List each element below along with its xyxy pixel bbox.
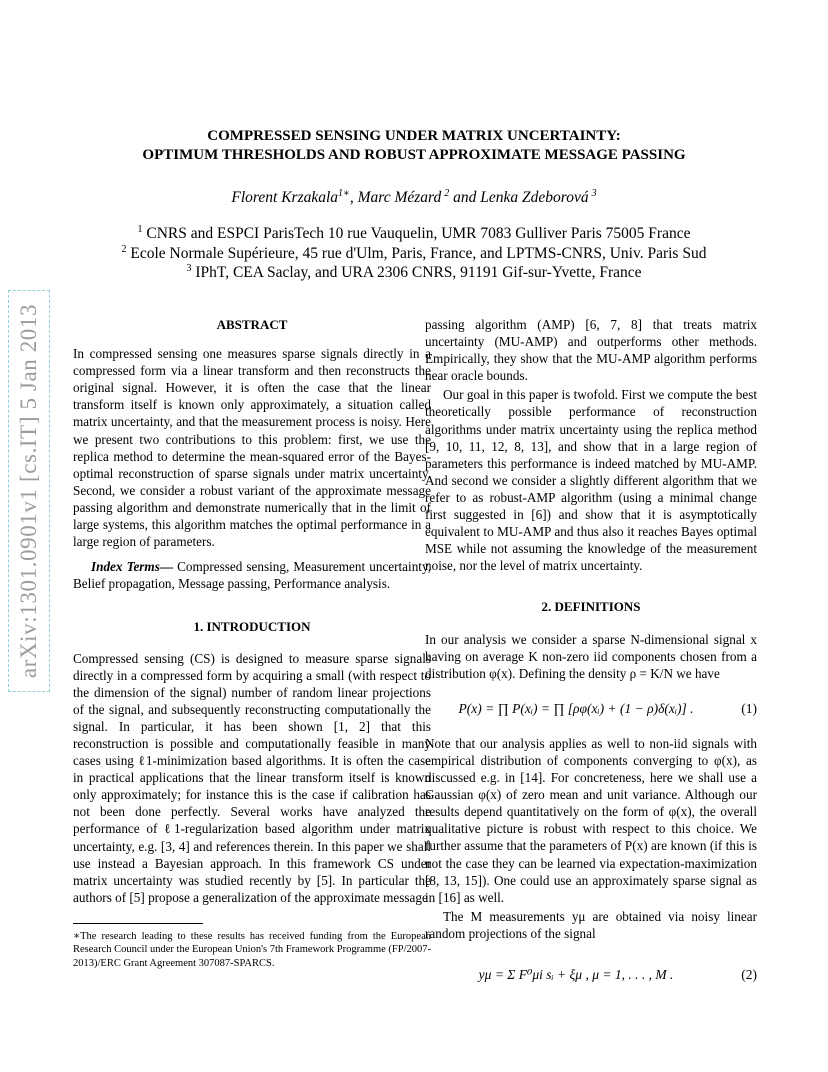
affiliation-2 [60, 244, 768, 264]
affiliation-3 [60, 263, 768, 283]
index-terms [73, 558, 431, 592]
index-terms-text: Compressed sensing, Measurement uncertainty, Belief propagation, Message passing, Performance analysis. [73, 559, 431, 592]
definitions-heading: 2. DEFINITIONS [541, 599, 641, 615]
author-3: Lenka Zdeborová [480, 189, 589, 206]
affiliation-1-mark: 1 [137, 223, 143, 235]
affiliation-2-text: Ecole Normale Supérieure, 45 rue d'Ulm, Paris, France, and LPTMS-CNRS, Univ. Paris Sud [126, 244, 707, 262]
intro-paragraph-2: Our goal in this paper is twofold. First we compute the best theoretically possible performance of reconstruction algorithms under matrix uncertainty using the replica method [9, 10, 11, 12, 8, 13], and show that in a large region of parameters this performance is indeed matched by MU-AMP. And second we consider a slightly different algorithm that we refer to as robust-AMP algorithm (using a minimal change first suggested in [6]) and show that it is asymptotically equivalent to MU-AMP and thus also it reaches Bayes optimal MSE while not assuming the knowledge of the measurement noise, nor the level of matrix uncertainty. [425, 387, 757, 574]
equation-1-expr: P(x) = ∏ P(xᵢ) = ∏ [ρφ(xᵢ) + (1 − ρ)δ(xᵢ)] . [458, 700, 694, 716]
affiliation-3-text: IPhT, CEA Saclay, and URA 2306 CNRS, 91191 Gif-sur-Yvette, France [191, 264, 642, 281]
affiliation-2-mark: 2 [121, 243, 127, 255]
intro-paragraph-1-continued: passing algorithm (AMP) [6, 7, 8] that treats matrix uncertainty (MU-AMP) and outperforms other methods. Empirically, they show that the MU-AMP algorithm performs near oracle bounds. [425, 317, 757, 384]
author-3-mark: 3 [591, 187, 597, 199]
footnote-rule [73, 923, 203, 924]
definitions-paragraph-1: In our analysis we consider a sparse N-dimensional signal x having on average K non-zero iid components chosen from a distribution φ(x). Defining the density ρ = K/N we have [425, 631, 757, 681]
author-2-mark: 2 [444, 187, 450, 199]
author-2: Marc Mézard [357, 189, 442, 206]
author-list [80, 188, 748, 208]
author-1-mark: 1∗ [338, 187, 350, 199]
title-line-2: OPTIMUM THRESHOLDS AND ROBUST APPROXIMATE MESSAGE PASSING [142, 147, 686, 163]
arxiv-stamp-text[interactable]: arXiv:1301.0901v1 [cs.IT] 5 Jan 2013 [16, 303, 41, 679]
equation-1-number: (1) [741, 700, 757, 716]
equation-2 [425, 966, 757, 983]
equation-1 [425, 700, 757, 717]
intro-heading: 1. INTRODUCTION [193, 619, 311, 635]
arxiv-stamp[interactable] [8, 290, 50, 692]
author-1: Florent Krzakala [231, 189, 339, 206]
paper-title [80, 127, 748, 165]
affiliation-1-text: CNRS and ESPCI ParisTech 10 rue Vauquelin, UMR 7083 Gulliver Paris 75005 France [142, 225, 691, 242]
right-column [425, 316, 757, 983]
definitions-paragraph-3: The M measurements yμ are obtained via noisy linear random projections of the signal [425, 908, 757, 941]
left-column [73, 316, 431, 970]
affiliations [60, 224, 768, 283]
abstract-heading: ABSTRACT [216, 317, 288, 332]
author-sep-2: and [449, 189, 481, 206]
affiliation-3-mark: 3 [186, 262, 192, 274]
intro-paragraph-1: Compressed sensing (CS) is designed to measure sparse signals directly in a compressed form by acquiring a small (with respect to the dimension of the signal) number of random linear projections of the signal, and subsequently reconstructing computationally the signal. In particular, it has been shown [1, 2] that this reconstruction is possible and computationally feasible in many cases using ℓ1-minimization based algorithms. It is often the case in practical applications that the linear transform itself is known only approximately; for instance this is the case if calibration has not been done perfectly. Several works have analyzed the performance of ℓ1-regularization based algorithm under matrix uncertainty, e.g. [3, 4] and references therein. In this paper we shall use instead a Bayesian approach. In this framework CS under matrix uncertainty was studied recently by [5]. In particular the authors of [5] propose a generalization of the approximate message [73, 650, 431, 905]
index-terms-label: Index Terms— [91, 559, 174, 575]
affiliation-1 [60, 224, 768, 244]
author-sep-1: , [349, 189, 358, 206]
definitions-paragraph-2: Note that our analysis applies as well to non-iid signals with empirical distribution of components converging to φ(x), as discussed e.g. in [14]. For concreteness, here we shall use a Gaussian φ(x) of zero mean and unit variance. Although our results depend quantitatively on the form of φ(x), the overall qualitative picture is robust with respect to this choice. We further assume that the parameters of P(x) are known (if this is not the case they can be learned via expectation-maximization [8, 13, 15]). One could use an approximately sparse signal as in [16] as well. [425, 735, 757, 905]
footnote: ∗The research leading to these results has received funding from the European Research Council under the European Union's 7th Framework Programme (FP/2007-2013)/ERC Grant Agreement 307087-SPARCS. [73, 930, 431, 969]
equation-2-number: (2) [741, 967, 757, 982]
abstract-text: In compressed sensing one measures sparse signals directly in a compressed form via a linear transform and then reconstructs the original signal. However, it is often the case that the linear transform itself is known only approximately, a situation called matrix uncertainty, and that the measurement process is noisy. Here we present two contributions to this problem: first, we use the replica method to determine the mean-squared error of the Bayes-optimal reconstruction of sparse signals under matrix uncertainty. Second, we consider a robust variant of the approximate message passing algorithm and demonstrate numerically that in the limit of large systems, this algorithm matches the optimal performance in a large region of parameters. [73, 346, 431, 550]
equation-2-expr: yμ = Σ F⁰μi sᵢ + ξμ , μ = 1, . . . , M . [478, 967, 674, 982]
title-line-1: COMPRESSED SENSING UNDER MATRIX UNCERTAINTY: [207, 128, 621, 144]
